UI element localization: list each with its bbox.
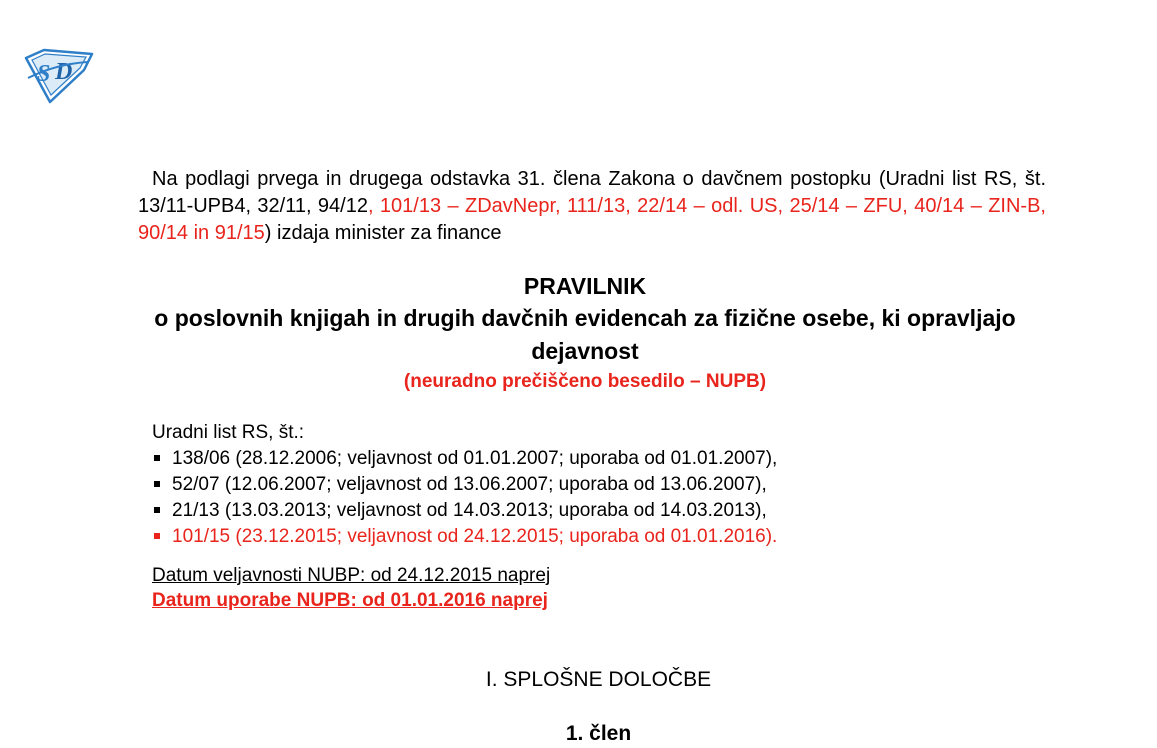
gazette-item-text: 101/15 (23.12.2015; veljavnost od 24.12.2015; uporaba od 01.01.2016).: [172, 526, 778, 547]
intro-amendments-highlight: , 101/13 – ZDavNepr, 111/13, 22/14 – odl. US, 25/14 – ZFU, 40/14 – ZIN-B, 90/14 in 91/15: [138, 195, 1046, 244]
svg-text:D: D: [55, 59, 73, 85]
section-heading: I. SPLOŠNE DOLOČBE: [485, 668, 712, 691]
intro-text-part3: ) izdaja minister za finance: [264, 222, 502, 244]
use-date: Datum uporabe NUPB: od 01.01.2016 naprej: [152, 590, 548, 611]
document-title-block: [130, 270, 1040, 396]
document-title: o poslovnih knjigah in drugih davčnih evidencah za fizične osebe, ki opravljajo dejavnost: [154, 305, 1016, 364]
document-type: PRAVILNIK: [523, 273, 647, 299]
bullet-icon: [154, 533, 160, 539]
article-heading: 1. člen: [565, 722, 632, 745]
gazette-heading: Uradni list RS, št.:: [152, 422, 305, 443]
document-subtitle: (neuradno prečiščeno besedilo – NUPB): [403, 371, 767, 392]
gazette-item: [152, 498, 1052, 524]
bullet-icon: [154, 455, 160, 461]
sd-shield-logo-icon: [22, 48, 96, 104]
gazette-item-text: 138/06 (28.12.2006; veljavnost od 01.01.2007; uporaba od 01.01.2007),: [172, 448, 778, 469]
svg-text:S: S: [37, 61, 51, 87]
bullet-icon: [154, 507, 160, 513]
gazette-item-text: 52/07 (12.06.2007; veljavnost od 13.06.2007; uporaba od 13.06.2007),: [172, 474, 767, 495]
gazette-item: [152, 472, 1052, 498]
intro-text-part1: Na podlagi prvega in drugega odstavka 31. člena Zakona o davčnem postopku (Uradni list RS, št. 13/11-UPB4, 32/11, 94/12: [138, 168, 1046, 217]
gazette-item-highlighted: [152, 524, 1052, 550]
gazette-list-block: [152, 420, 1052, 550]
gazette-item-text: 21/13 (13.03.2013; veljavnost od 14.03.2013; uporaba od 14.03.2013),: [172, 500, 767, 521]
bullet-icon: [154, 481, 160, 487]
validity-date: Datum veljavnosti NUBP: od 24.12.2015 naprej: [152, 565, 551, 586]
intro-paragraph: [138, 166, 1046, 247]
dates-block: [152, 563, 550, 613]
gazette-list: [152, 446, 1052, 550]
gazette-item: [152, 446, 1052, 472]
